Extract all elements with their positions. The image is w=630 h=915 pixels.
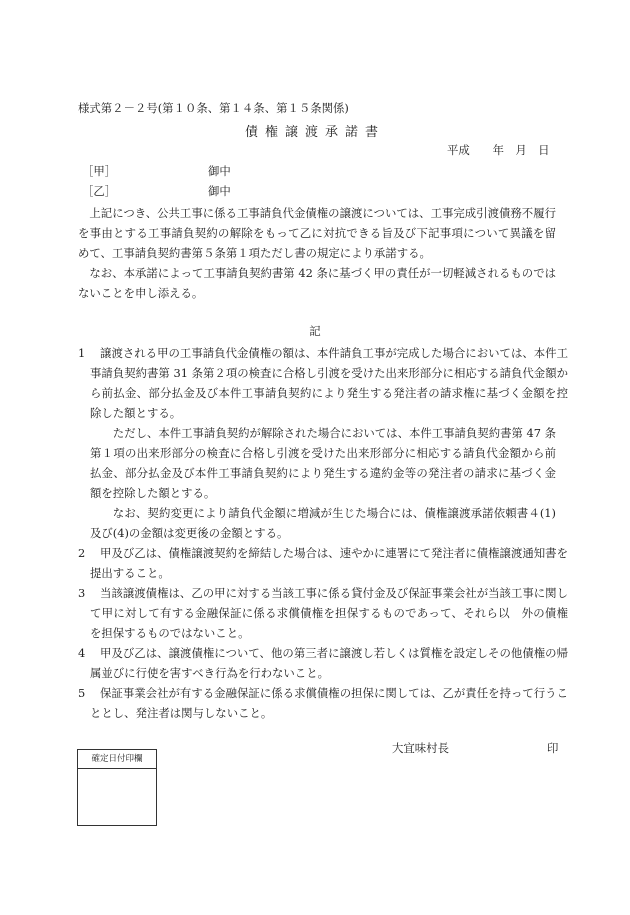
date-stamp-label: 確定日付印欄: [78, 750, 156, 769]
body-paragraph: 上記につき、公共工事に係る工事請負代金債権の譲渡については、工事完成引渡債務不履行を事由とする工事請負契約の解除をもって乙に対抗できる旨及び下記事項について異議を留めて、工事請負契約書第５条第１項ただし書の規定により承諾する。: [78, 206, 556, 260]
item-number: 4: [78, 646, 86, 660]
item-number: 3: [78, 586, 86, 600]
signatory-name: 大宜味村長: [392, 741, 449, 755]
item-number: 2: [78, 546, 86, 560]
party-a-honorific: 御中: [208, 164, 231, 178]
body-paragraph: なお、本承諾によって工事請負契約書第 42 条に基づく甲の責任が一切軽減されるものではないことを申し添える。: [78, 266, 556, 300]
item-text: 甲及び乙は、譲渡債権について、他の第三者に譲渡し若しくは質権を設定しその他債権の帰属並びに行使を害すべき行為を行わないこと。: [90, 646, 568, 680]
party-b: [82, 183, 231, 199]
document-title: 債権譲渡承諾書: [244, 125, 385, 140]
list-item: [78, 643, 568, 683]
item-sub-paragraph: なお、契約変更により請負代金額に増減が生じた場合には、債権譲渡承諾依頼書４(1)及び(4)の金額は変更後の金額とする。: [90, 506, 556, 540]
date-stamp-box: [77, 749, 157, 826]
list-item: [78, 683, 568, 723]
party-a-label: ［甲］: [82, 164, 117, 178]
seal-mark: 印: [547, 741, 559, 755]
item-sub-paragraph: ただし、本件工事請負契約が解除された場合においては、本件工事請負契約書第 47 条第１項の出来形部分の検査に合格し引渡を受けた出来形部分に相応する請負代金額から前払金、部分払金及び本件工事請負契約により発生する違約金等の発注者の請求に基づく金額を控除した額とする。: [90, 426, 556, 500]
list-item: [78, 543, 568, 583]
list-item: [78, 343, 568, 423]
item-text: 譲渡される甲の工事請負代金債権の額は、本件請負工事が完成した場合においては、本件工事請負契約書第 31 条第２項の検査に合格し引渡を受けた出来形部分に相応する請負代金額から前払金、部分払金及び本件工事請負契約により発生する発注者の請求権に基づく金額を控除した額とする。: [90, 346, 568, 420]
date-line: 平成 年 月 日: [447, 143, 550, 157]
item-number: 5: [78, 686, 86, 700]
item-text: 甲及び乙は、債権譲渡契約を締結した場合は、速やかに連署にて発注者に債権譲渡通知書を提出すること。: [90, 546, 568, 580]
list-item: [78, 583, 568, 643]
party-a: [82, 163, 231, 179]
party-b-honorific: 御中: [208, 184, 231, 198]
ki-heading: 記: [309, 324, 321, 338]
form-number: 様式第２－２号(第１０条、第１４条、第１５条関係): [78, 101, 349, 115]
item-text: 当該譲渡債権は、乙の甲に対する当該工事に係る貸付金及び保証事業会社が当該工事に関して甲に対して有する金融保証に係る求償債権を担保するものであって、それら以 外の債権を担保するものではないこと。: [90, 586, 568, 640]
item-text: 保証事業会社が有する金融保証に係る求償債権の担保に関しては、乙が責任を持って行うこととし、発注者は関与しないこと。: [90, 686, 568, 720]
item-number: 1: [78, 346, 86, 360]
party-b-label: ［乙］: [82, 184, 117, 198]
